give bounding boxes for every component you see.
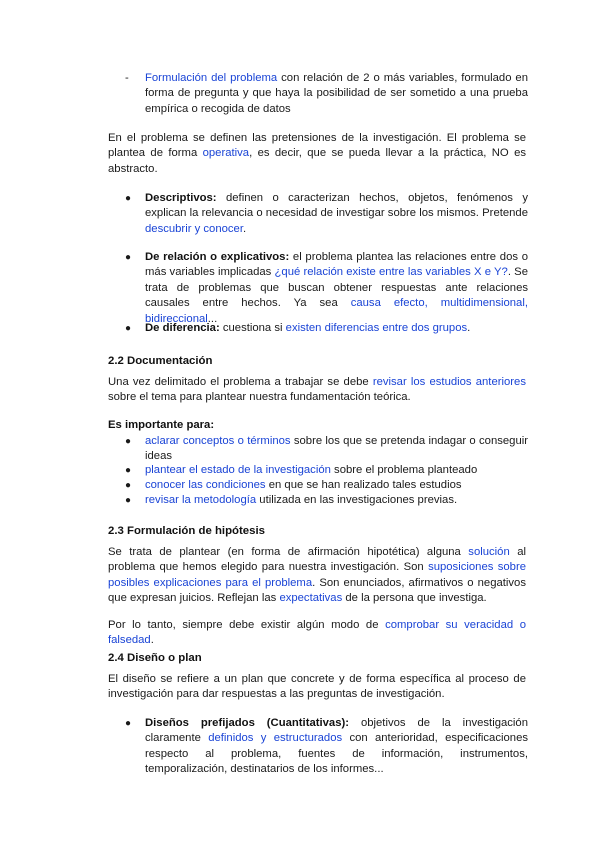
paragraph-comprobar xyxy=(108,618,526,649)
paragraph-documentacion xyxy=(108,375,526,406)
text: utilizada en las investigaciones previas. xyxy=(256,494,458,506)
text: . Se trata de problemas que buscan obtener respuestas ante relaciones causales entre hechos. Ya sea xyxy=(145,266,528,310)
text: . xyxy=(150,634,154,647)
bullet-icon: ● xyxy=(125,718,132,729)
label: Descriptivos: xyxy=(145,192,217,204)
list-item-disenos-prefijados xyxy=(125,716,528,778)
list-item-doc-2 xyxy=(125,463,528,478)
link-formulacion[interactable]: Formulación del problema xyxy=(145,72,278,84)
label: Es importante para: xyxy=(108,419,215,431)
text: sobre los que se pretenda indagar o conseguir ideas xyxy=(145,435,529,463)
link-expectativas[interactable]: expectativas xyxy=(279,592,343,605)
label: Diseños prefijados (Cuantitativas): xyxy=(145,717,350,729)
link-diferencias[interactable]: existen diferencias entre dos grupos xyxy=(285,322,468,334)
bullet-icon: ● xyxy=(125,436,132,447)
link-descubrir[interactable]: descubrir y conocer xyxy=(145,222,243,235)
link-comprobar[interactable]: comprobar su veracidad o falsedad xyxy=(108,619,526,647)
text: ... xyxy=(207,312,218,325)
text: al problema que hemos elegido para nuestra investigación. Son xyxy=(108,546,526,574)
text: en que se han realizado tales estudios xyxy=(265,479,462,491)
text: sobre el tema para plantear nuestra fundamentación teórica. xyxy=(108,391,411,404)
link-definidos[interactable]: definidos y estructurados xyxy=(208,732,343,745)
text: , es decir, que se pueda llevar a la práctica, NO es abstracto. xyxy=(108,147,527,175)
bullet-icon: ● xyxy=(125,193,132,204)
label: De diferencia: xyxy=(145,322,220,334)
paragraph-diseno: El diseño se refiere a un plan que concrete y de forma específica al proceso de investigación para dar respuestas a las preguntas de investigación. xyxy=(108,673,526,701)
text: sobre el problema planteado xyxy=(330,464,478,476)
text: con relación de 2 o más variables, formulado en forma de pregunta y que haya la posibilidad de ser sometido a una prueba empírica o recogida de datos xyxy=(145,72,528,115)
label: De relación o explicativos: xyxy=(145,251,290,263)
list-item-doc-1 xyxy=(125,434,529,465)
list-item-descriptivos xyxy=(125,191,528,237)
list-item-diferencia xyxy=(125,321,528,336)
link-causa-efecto[interactable]: causa efecto, multidimensional, bidireccional xyxy=(145,297,528,325)
subheading-importante xyxy=(108,418,526,433)
list-item-relacion xyxy=(125,250,528,327)
heading-documentacion: 2.2 Documentación xyxy=(108,355,213,367)
link-conocer-condiciones[interactable]: conocer las condiciones xyxy=(145,479,266,491)
list-item-formulacion xyxy=(125,71,528,117)
link-solucion[interactable]: solución xyxy=(468,546,510,558)
text: Una vez delimitado el problema a trabajar se debe xyxy=(108,376,373,388)
text: Por lo tanto, siempre debe existir algún modo de xyxy=(108,619,386,631)
bullet-icon: ● xyxy=(125,465,132,476)
text: . xyxy=(467,322,471,334)
text: En el problema se definen las pretensiones de la investigación. El problema se plantea de forma xyxy=(108,132,526,160)
list-item-doc-3 xyxy=(125,478,528,493)
link-aclarar[interactable]: aclarar conceptos o términos xyxy=(145,435,291,447)
paragraph-hipotesis xyxy=(108,545,526,607)
text: . xyxy=(242,222,247,235)
text: . Son enunciados, afirmativos o negativos que expresan juicios. Reflejan las xyxy=(108,576,526,605)
link-revisar-estudios[interactable]: revisar los estudios anteriores xyxy=(372,376,526,388)
link-plantear-estado[interactable]: plantear el estado de la investigación xyxy=(145,464,331,476)
list-item-doc-4 xyxy=(125,493,528,508)
link-suposiciones[interactable]: suposiciones sobre posibles explicaciones para el problema xyxy=(108,561,526,589)
text: Se trata de plantear (en forma de afirmación hipotética) alguna xyxy=(108,546,469,558)
bullet-icon: ● xyxy=(125,252,132,263)
bullet-icon: ● xyxy=(125,495,132,506)
text: el problema plantea las relaciones entre dos o más variables implicadas xyxy=(145,251,528,279)
bullet-icon: ● xyxy=(125,323,132,334)
text: objetivos de la investigación claramente xyxy=(145,717,528,745)
text: de la persona que investiga. xyxy=(342,592,487,605)
paragraph-intro xyxy=(108,131,526,177)
bullet-icon: ● xyxy=(125,480,132,491)
text: definen o caracterizan hechos, objetos, fenómenos y explican la relevancia o necesidad de investigar sobre los mismos. Pretende xyxy=(145,192,528,220)
text: cuestiona si xyxy=(219,322,286,334)
text: con anterioridad, especificaciones respecto al problema, fuentes de información, instrumentos, temporalización, destinatarios de los informes... xyxy=(145,732,528,776)
link-revisar-metodologia[interactable]: revisar la metodología xyxy=(145,494,257,506)
heading-hipotesis: 2.3 Formulación de hipótesis xyxy=(108,525,265,537)
link-relacion-xy[interactable]: ¿qué relación existe entre las variables X e Y? xyxy=(274,266,508,279)
dash-marker: - xyxy=(125,72,129,84)
heading-diseno: 2.4 Diseño o plan xyxy=(108,652,202,664)
link-operativa[interactable]: operativa xyxy=(202,147,250,160)
